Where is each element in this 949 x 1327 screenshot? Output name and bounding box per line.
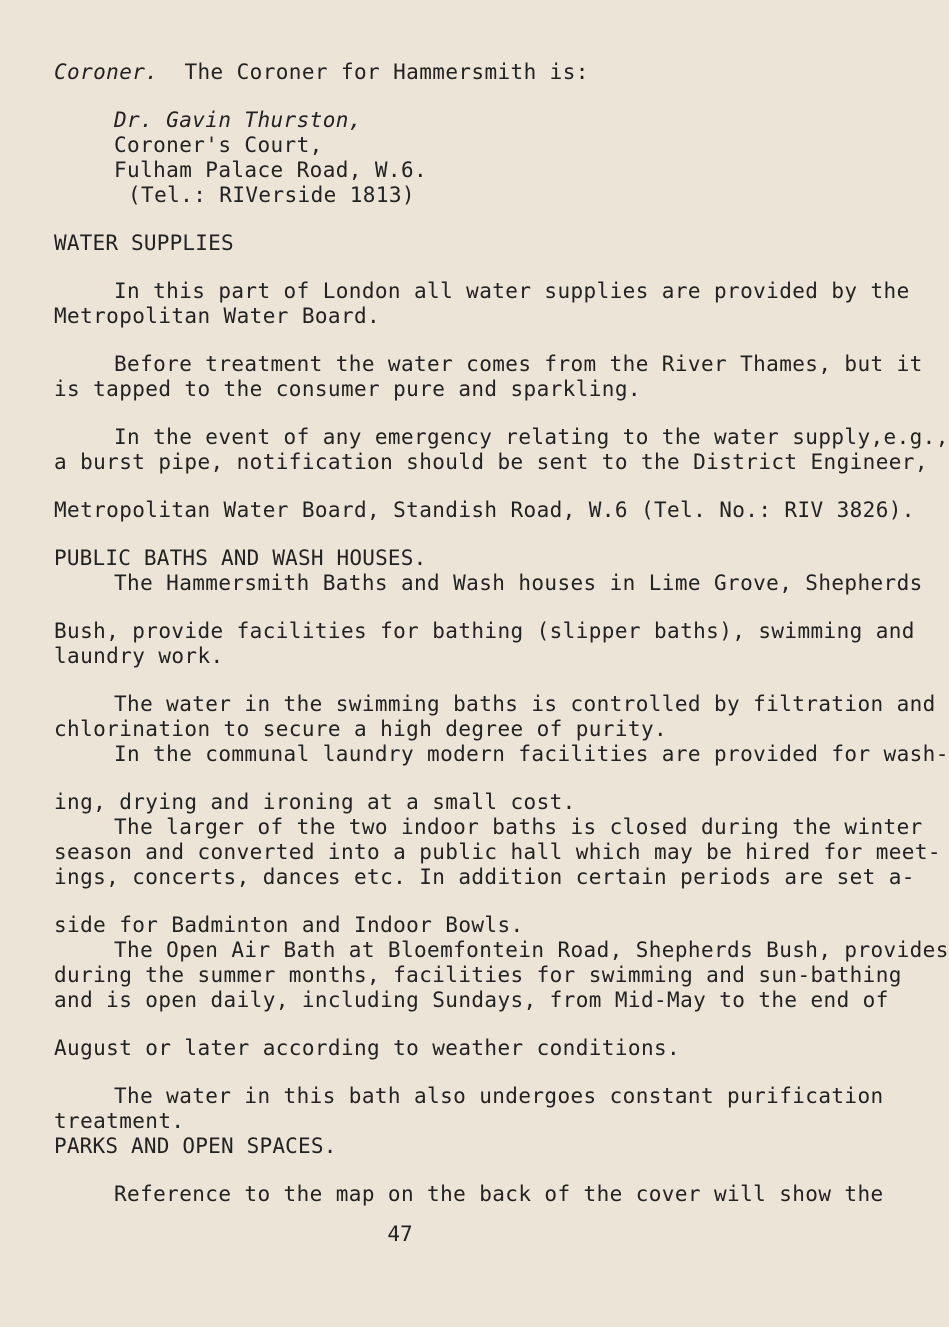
coroner-intro: The Coroner for Hammersmith is:	[184, 60, 589, 84]
baths-line: and is open daily, including Sundays, from Mid-May to the end of	[54, 988, 889, 1012]
coroner-line	[54, 60, 589, 84]
water-line: In this part of London all water supplies are provided by the	[114, 279, 910, 303]
baths-line: The water in the swimming baths is controlled by filtration and	[114, 692, 936, 716]
baths-line: In the communal laundry modern facilities are provided for wash-	[114, 742, 949, 766]
water-line: a burst pipe, notification should be sent to the District Engineer,	[54, 450, 928, 474]
coroner-address: Fulham Palace Road, W.6.	[114, 158, 428, 182]
baths-line: chlorination to secure a high degree of purity.	[54, 717, 668, 741]
parks-heading: PARKS AND OPEN SPACES.	[54, 1134, 337, 1158]
baths-line: season and converted into a public hall which may be hired for meet-	[54, 840, 941, 864]
baths-heading: PUBLIC BATHS AND WASH HOUSES.	[54, 546, 427, 570]
baths-line: side for Badminton and Indoor Bowls.	[54, 913, 524, 937]
baths-line: Bush, provide facilities for bathing (slipper baths), swimming and	[54, 619, 915, 643]
page-number: 47	[387, 1222, 413, 1246]
water-line: Metropolitan Water Board.	[54, 304, 381, 328]
water-line: Before treatment the water comes from the River Thames, but it	[114, 352, 923, 376]
water-line: Metropolitan Water Board, Standish Road, W.6 (Tel. No.: RIV 3826).	[54, 498, 915, 522]
coroner-tel: (Tel.: RIVerside 1813)	[128, 183, 415, 207]
baths-line: The Open Air Bath at Bloemfontein Road, Shepherds Bush, provides	[114, 938, 949, 962]
baths-line: laundry work.	[54, 644, 224, 668]
baths-line: during the summer months, facilities for swimming and sun-bathing	[54, 963, 902, 987]
baths-line: The water in this bath also undergoes constant purification	[114, 1084, 884, 1108]
parks-line: Reference to the map on the back of the cover will show the	[114, 1182, 884, 1206]
coroner-name: Dr. Gavin Thurston,	[114, 108, 362, 132]
baths-line: treatment.	[54, 1109, 185, 1133]
baths-line: The Hammersmith Baths and Wash houses in Lime Grove, Shepherds	[114, 571, 923, 595]
water-heading: WATER SUPPLIES	[54, 231, 234, 255]
baths-line: ing, drying and ironing at a small cost.	[54, 790, 576, 814]
baths-line: The larger of the two indoor baths is closed during the winter	[114, 815, 923, 839]
water-line: In the event of any emergency relating to the water supply,e.g.,	[114, 425, 949, 449]
water-line: is tapped to the consumer pure and sparkling.	[54, 377, 641, 401]
baths-line: ings, concerts, dances etc. In addition certain periods are set a-	[54, 865, 915, 889]
coroner-label: Coroner.	[54, 60, 159, 84]
coroner-court: Coroner's Court,	[114, 133, 323, 157]
baths-line: August or later according to weather conditions.	[54, 1036, 681, 1060]
